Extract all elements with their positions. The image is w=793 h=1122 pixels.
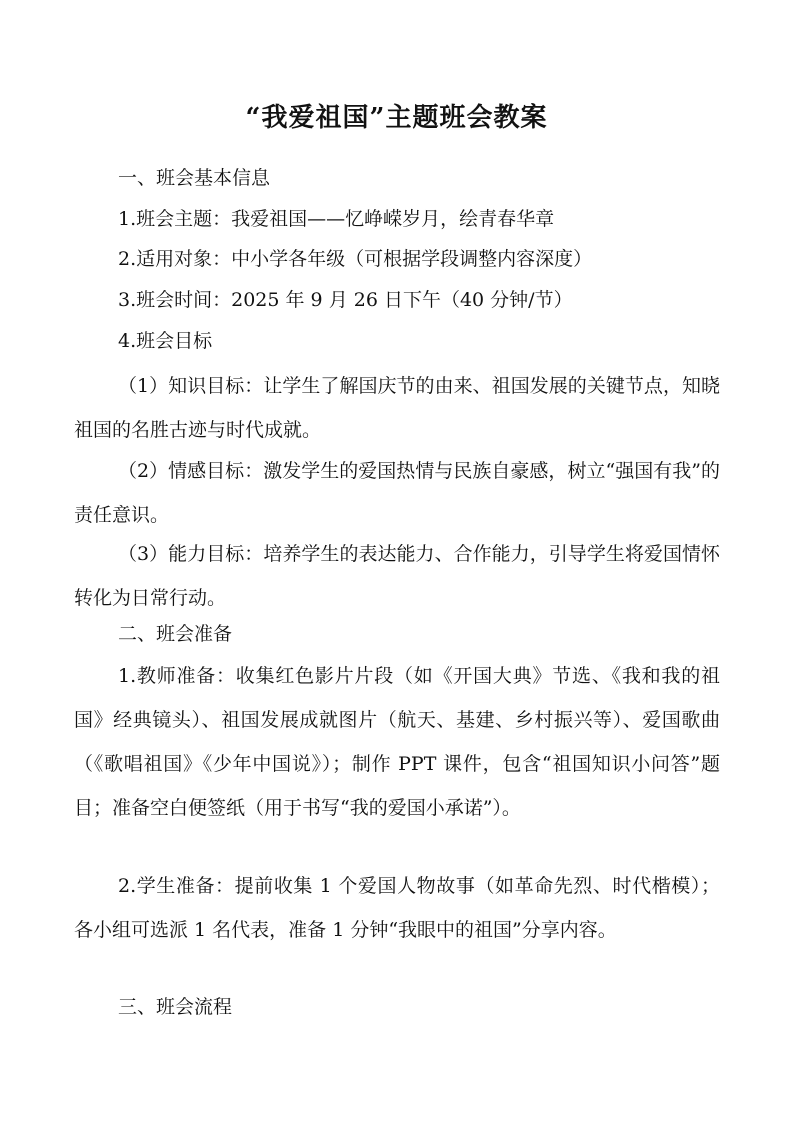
teacher-preparation-paragraph: 1.教师准备：收集红色影片片段（如《开国大典》节选、《我和我的祖国》经典镜头）、祖国发展成就图片（航天、基建、乡村振兴等）、爱国歌曲（《歌唱祖国》《少年中国说》）；制作 PPT 课件，包含“祖国知识小问答”题目；准备空白便签纸（用于书写“我的爱国小承诺”）。 [74,665,720,819]
student-preparation-paragraph: 2.学生准备：提前收集 1 个爱国人物故事（如革命先烈、时代楷模）；各小组可选派 1 名代表，准备 1 分钟“我眼中的祖国”分享内容。 [74,875,720,941]
section-heading-preparation: 二、班会准备 [118,623,233,645]
section-heading-basic-info: 一、班会基本信息 [118,167,271,189]
class-theme-item: 1.班会主题：我爱祖国——忆峥嵘岁月，绘青春华章 [118,208,555,230]
knowledge-goal-paragraph: （1）知识目标：让学生了解国庆节的由来、祖国发展的关键节点，知晓祖国的名胜古迹与时代成就。 [74,375,720,441]
target-audience-item: 2.适用对象：中小学各年级（可根据学段调整内容深度） [118,248,593,270]
document-title: “我爱祖国”主题班会教案 [245,103,548,133]
class-goals-item: 4.班会目标 [118,330,213,352]
ability-goal-paragraph: （3）能力目标：培养学生的表达能力、合作能力，引导学生将爱国情怀转化为日常行动。 [74,543,720,609]
class-time-item: 3.班会时间：2025 年 9 月 26 日下午（40 分钟/节） [118,289,573,311]
emotion-goal-paragraph: （2）情感目标：激发学生的爱国热情与民族自豪感，树立“强国有我”的责任意识。 [74,460,720,526]
section-heading-procedure: 三、班会流程 [118,996,233,1018]
